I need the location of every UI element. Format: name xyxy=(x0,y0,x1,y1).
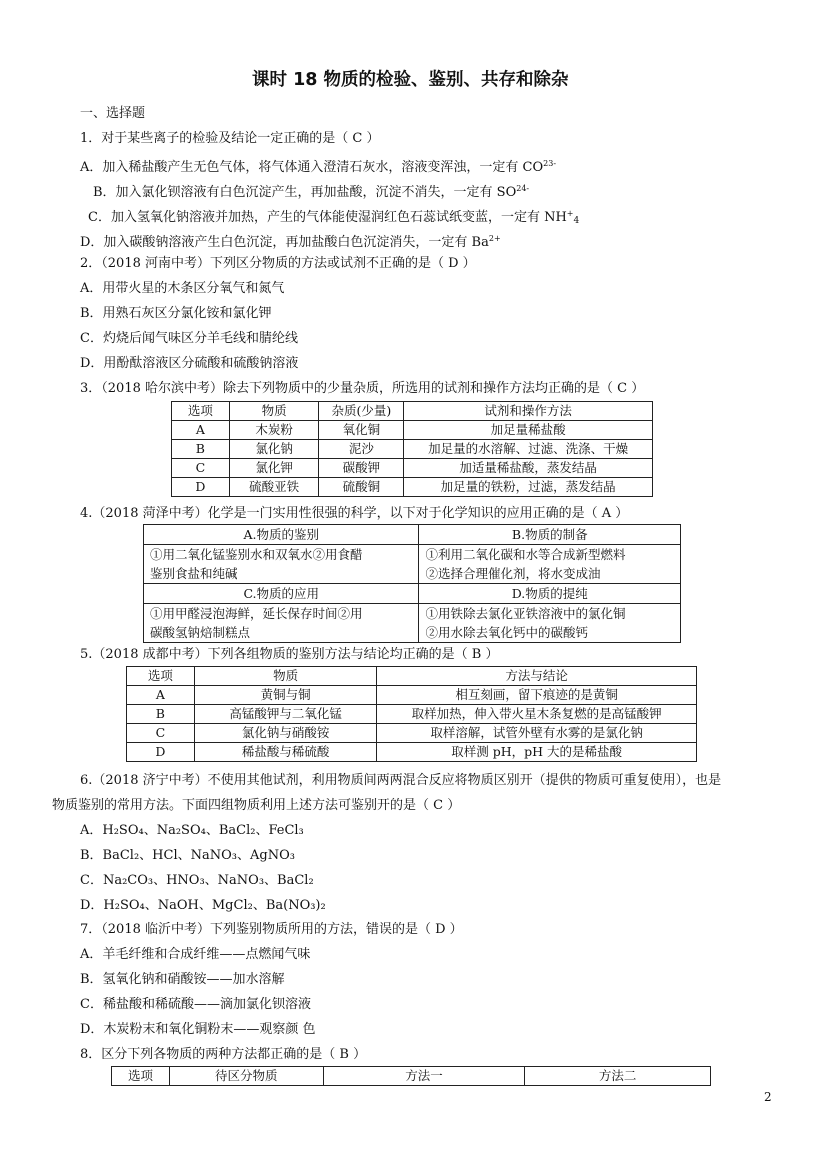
q8-header-cell: 方法二 xyxy=(525,1067,711,1086)
table-row xyxy=(144,584,681,604)
q3-table xyxy=(171,401,653,497)
q4-header-a: A.物质的鉴别 xyxy=(144,525,419,545)
table-row xyxy=(172,440,653,459)
q5-cell: D xyxy=(127,743,195,762)
q7-option-a: A．羊毛纤维和合成纤维——点燃闻气味 xyxy=(80,947,311,962)
q1-option-b: B．加入氯化钡溶液有白色沉淀产生，再加盐酸，沉淀不消失，一定有 $SO^{24-}$ xyxy=(93,184,530,200)
q3-cell: A xyxy=(172,421,230,440)
q3-cell: D xyxy=(172,478,230,497)
page-title: 课时 18 物质的检验、鉴别、共存和除杂 xyxy=(252,70,569,90)
q8-table-header xyxy=(112,1067,711,1086)
q3-cell: 泥沙 xyxy=(319,440,404,459)
q4-header-d: D.物质的提纯 xyxy=(419,584,681,604)
q5-cell: A xyxy=(127,686,195,705)
q3-cell: 氯化钾 xyxy=(229,459,319,478)
q8-stem: 8．区分下列各物质的两种方法都正确的是（ B ） xyxy=(80,1047,367,1062)
q5-stem: 5.（2018 成都中考）下列各组物质的鉴别方法与结论均正确的是（ B ） xyxy=(80,647,499,662)
q5-cell: B xyxy=(127,705,195,724)
q8-header-cell: 方法一 xyxy=(323,1067,525,1086)
q4-cell-d: ①用铁除去氯化亚铁溶液中的氯化铜 ②用水除去氧化钙中的碳酸钙 xyxy=(419,604,681,643)
q3-cell: C xyxy=(172,459,230,478)
q7-stem: 7．（2018 临沂中考）下列鉴别物质所用的方法，错误的是（ D ） xyxy=(80,922,463,937)
q3-table-header xyxy=(172,402,653,421)
q2-option-a: A．用带火星的木条区分氧气和氮气 xyxy=(80,281,285,296)
table-row xyxy=(172,478,653,497)
q2-stem: 2．（2018 河南中考）下列区分物质的方法或试剂不正确的是（ D ） xyxy=(80,256,476,271)
q4-cell-c: ①用甲醛浸泡海鲜，延长保存时间②用 碳酸氢钠焙制糕点 xyxy=(144,604,419,643)
q3-cell: 木炭粉 xyxy=(229,421,319,440)
q3-cell: 氯化钠 xyxy=(229,440,319,459)
table-row xyxy=(127,743,697,762)
q5-table xyxy=(126,666,697,762)
q7-option-c: C．稀盐酸和稀硫酸——滴加氯化钡溶液 xyxy=(80,997,311,1012)
table-row xyxy=(127,686,697,705)
q6-option-c: C．Na₂CO₃、HNO₃、NaNO₃、BaCl₂ xyxy=(80,873,314,888)
q3-cell: 硫酸铜 xyxy=(319,478,404,497)
q3-cell: 碳酸钾 xyxy=(319,459,404,478)
table-row xyxy=(144,545,681,584)
table-row xyxy=(127,705,697,724)
section-heading: 一、选择题 xyxy=(80,106,146,121)
page-number: 2 xyxy=(764,1090,772,1104)
table-row xyxy=(172,421,653,440)
q3-cell: 氧化铜 xyxy=(319,421,404,440)
q5-cell: 取样溶解，试管外壁有水雾的是氯化钠 xyxy=(377,724,697,743)
q5-cell: 高锰酸钾与二氧化锰 xyxy=(194,705,377,724)
q5-header-cell: 选项 xyxy=(127,667,195,686)
q4-cell-a: ①用二氧化锰鉴别水和双氧水②用食醋 鉴别食盐和纯碱 xyxy=(144,545,419,584)
q7-option-b: B．氢氧化钠和硝酸铵——加水溶解 xyxy=(80,972,285,987)
q1-option-d: D．加入碳酸钠溶液产生白色沉淀，再加盐酸白色沉淀消失，一定有 $Ba^{2+}$ xyxy=(80,234,501,250)
q5-cell: 取样加热，伸入带火星木条复燃的是高锰酸钾 xyxy=(377,705,697,724)
q5-table-header xyxy=(127,667,697,686)
q4-header-c: C.物质的应用 xyxy=(144,584,419,604)
q4-header-b: B.物质的制备 xyxy=(419,525,681,545)
q5-header-cell: 物质 xyxy=(194,667,377,686)
q5-cell: 氯化钠与硝酸铵 xyxy=(194,724,377,743)
q8-header-cell: 待区分物质 xyxy=(169,1067,323,1086)
q4-cell-b: ①利用二氧化碳和水等合成新型燃料 ②选择合理催化剂，将水变成油 xyxy=(419,545,681,584)
q5-cell: 相互刻画，留下痕迹的是黄铜 xyxy=(377,686,697,705)
q5-header-cell: 方法与结论 xyxy=(377,667,697,686)
q1-option-a: A．加入稀盐酸产生无色气体，将气体通入澄清石灰水，溶液变浑浊，一定有 $CO^{23-}$ xyxy=(80,159,557,175)
q1-option-c: C．加入氢氧化钠溶液并加热，产生的气体能使湿润红色石蕊试纸变蓝，一定有 $NH^+_4$ xyxy=(88,209,580,226)
q2-option-c: C．灼烧后闻气味区分羊毛线和腈纶线 xyxy=(80,331,298,346)
table-row xyxy=(127,724,697,743)
q3-stem: 3．（2018 哈尔滨中考）除去下列物质中的少量杂质，所选用的试剂和操作方法均正确的是（ C ） xyxy=(80,381,645,396)
q3-header-cell: 杂质(少量) xyxy=(319,402,404,421)
q6-option-b: B．BaCl₂、HCl、NaNO₃、AgNO₃ xyxy=(80,848,295,863)
q2-option-b: B．用熟石灰区分氯化铵和氯化钾 xyxy=(80,306,272,321)
q3-cell: B xyxy=(172,440,230,459)
q3-cell: 硫酸亚铁 xyxy=(229,478,319,497)
q5-cell: 稀盐酸与稀硫酸 xyxy=(194,743,377,762)
q8-table xyxy=(111,1066,711,1086)
q4-stem: 4.（2018 菏泽中考）化学是一门实用性很强的科学，以下对于化学知识的应用正确的是（ A ） xyxy=(80,506,629,521)
q5-cell: 取样测 pH，pH 大的是稀盐酸 xyxy=(377,743,697,762)
q4-table xyxy=(143,524,681,643)
q5-cell: C xyxy=(127,724,195,743)
q6-option-d: D．H₂SO₄、NaOH、MgCl₂、Ba(NO₃)₂ xyxy=(80,898,326,913)
q7-option-d: D．木炭粉末和氧化铜粉末——观察颜 色 xyxy=(80,1022,316,1037)
table-row xyxy=(144,604,681,643)
q1-stem: 1．对于某些离子的检验及结论一定正确的是（ C ） xyxy=(80,131,380,146)
table-row xyxy=(172,459,653,478)
q3-cell: 加足量稀盐酸 xyxy=(404,421,653,440)
q6-stem-line1: 6.（2018 济宁中考）不使用其他试剂，利用物质间两两混合反应将物质区别开（提供的物质可重复使用），也是 xyxy=(80,773,722,788)
q5-cell: 黄铜与铜 xyxy=(194,686,377,705)
q3-header-cell: 物质 xyxy=(229,402,319,421)
q3-header-cell: 选项 xyxy=(172,402,230,421)
q2-option-d: D．用酚酞溶液区分硫酸和硫酸钠溶液 xyxy=(80,356,299,371)
q6-option-a: A．H₂SO₄、Na₂SO₄、BaCl₂、FeCl₃ xyxy=(80,823,304,838)
q3-header-cell: 试剂和操作方法 xyxy=(404,402,653,421)
q6-stem-line2: 物质鉴别的常用方法。下面四组物质利用上述方法可鉴别开的是（ C ） xyxy=(52,798,461,813)
q8-header-cell: 选项 xyxy=(112,1067,170,1086)
q3-cell: 加足量的铁粉，过滤，蒸发结晶 xyxy=(404,478,653,497)
q3-cell: 加适量稀盐酸，蒸发结晶 xyxy=(404,459,653,478)
q3-cell: 加足量的水溶解、过滤、洗涤、干燥 xyxy=(404,440,653,459)
table-row xyxy=(144,525,681,545)
